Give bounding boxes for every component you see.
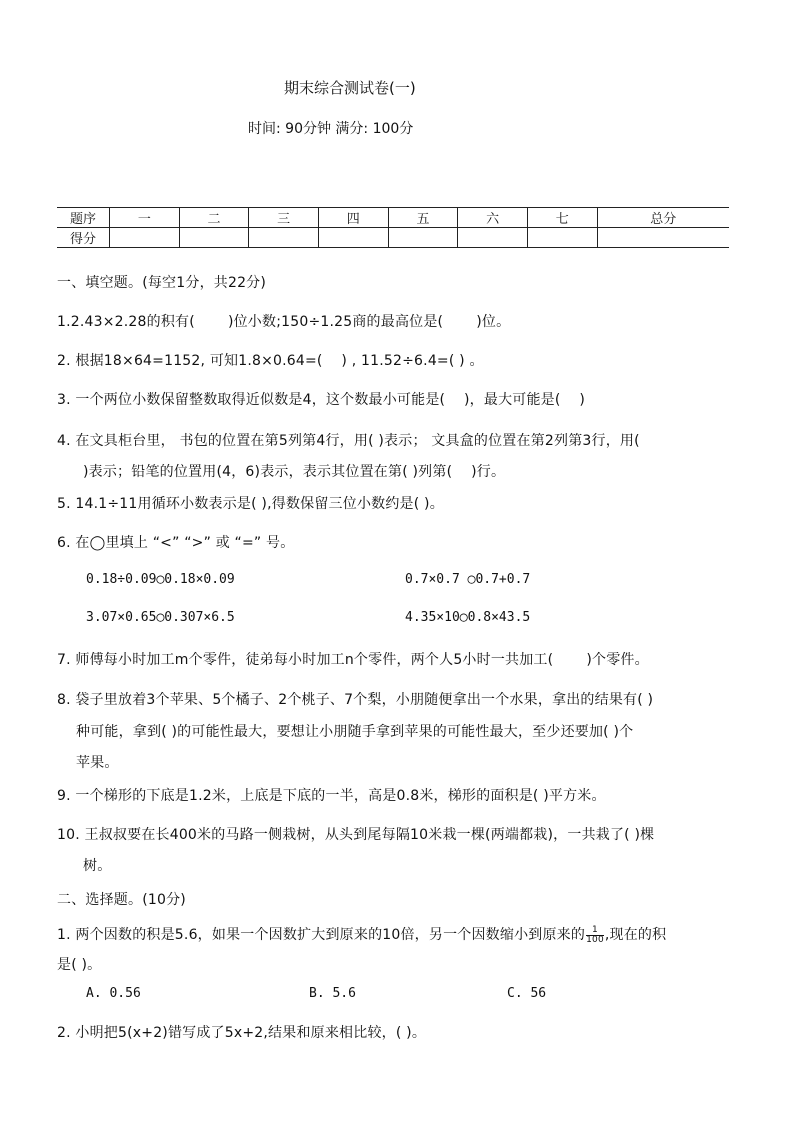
column-header: 二 bbox=[179, 208, 249, 228]
question-1: 1.2.43×2.28的积有( )位小数;150÷1.25商的最高位是( )位。 bbox=[57, 314, 511, 330]
question-3: 3. 一个两位小数保留整数取得近似数是4，这个数最小可能是( )，最大可能是( ) bbox=[57, 392, 586, 408]
table-row bbox=[57, 208, 729, 228]
mc-question-1-line1 bbox=[57, 924, 666, 945]
score-cell[interactable] bbox=[110, 228, 180, 248]
question-6: 6. 在◯里填上 “<” “>” 或 “=” 号。 bbox=[57, 535, 295, 551]
fraction bbox=[586, 926, 604, 945]
section-heading: 一、填空题。(每空1分，共22分) bbox=[57, 275, 267, 291]
option-c[interactable]: C. 56 bbox=[507, 986, 547, 1001]
compare-item: 0.7×0.7 ◯0.7+0.7 bbox=[405, 572, 531, 587]
question-5: 5. 14.1÷11用循环小数表示是( ),得数保留三位小数约是( )。 bbox=[57, 496, 444, 512]
score-cell[interactable] bbox=[318, 228, 388, 248]
score-table bbox=[57, 207, 729, 248]
question-4-line1: 4. 在文具柜台里， 书包的位置在第5列第4行，用( )表示； 文具盒的位置在第2列第3行，用( bbox=[57, 433, 640, 449]
score-cell[interactable] bbox=[388, 228, 458, 248]
score-cell[interactable] bbox=[249, 228, 319, 248]
column-header: 七 bbox=[527, 208, 597, 228]
question-8-line1: 8. 袋子里放着3个苹果、5个橘子、2个桃子、7个梨，小朋随便拿出一个水果，拿出的结果有( ) bbox=[57, 692, 654, 708]
score-cell[interactable] bbox=[597, 228, 729, 248]
column-header: 六 bbox=[458, 208, 528, 228]
score-cell[interactable] bbox=[179, 228, 249, 248]
compare-item: 0.18÷0.09◯0.18×0.09 bbox=[86, 572, 235, 587]
question-4-line2: )表示；铅笔的位置用(4，6)表示，表示其位置在第( )列第( )行。 bbox=[83, 464, 506, 480]
column-header: 三 bbox=[249, 208, 319, 228]
question-2: 2. 根据18×64=1152, 可知1.8×0.64=( ) , 11.52÷6.4=( ) 。 bbox=[57, 353, 484, 369]
question-7: 7. 师傅每小时加工m个零件，徒弟每小时加工n个零件，两个人5小时一共加工( )个零件。 bbox=[57, 652, 649, 668]
section-heading: 二、选择题。(10分) bbox=[57, 892, 186, 908]
fraction-denominator: 100 bbox=[586, 934, 604, 945]
question-text: 1. 两个因数的积是5.6，如果一个因数扩大到原来的10倍，另一个因数缩小到原来的 bbox=[57, 927, 586, 943]
column-header: 四 bbox=[318, 208, 388, 228]
column-header: 五 bbox=[388, 208, 458, 228]
question-8-line3: 苹果。 bbox=[76, 755, 119, 771]
mc-question-1-line2: 是( )。 bbox=[57, 957, 102, 973]
question-text: ,现在的积 bbox=[604, 927, 667, 943]
column-header: 一 bbox=[110, 208, 180, 228]
option-b[interactable]: B. 5.6 bbox=[309, 986, 356, 1001]
column-header: 总分 bbox=[597, 208, 729, 228]
option-a[interactable]: A. 0.56 bbox=[86, 986, 141, 1001]
question-8-line2: 种可能，拿到( )的可能性最大，要想让小朋随手拿到苹果的可能性最大，至少还要加( )个 bbox=[76, 724, 634, 740]
row-label: 题序 bbox=[57, 208, 110, 228]
question-9: 9. 一个梯形的下底是1.2米，上底是下底的一半，高是0.8米，梯形的面积是( )平方米。 bbox=[57, 788, 606, 804]
page-title: 期末综合测试卷(一) bbox=[284, 79, 416, 97]
score-cell[interactable] bbox=[458, 228, 528, 248]
question-10-line1: 10. 王叔叔要在长400米的马路一侧栽树，从头到尾每隔10米栽一棵(两端都栽)，一共栽了( )棵 bbox=[57, 827, 655, 843]
exam-info: 时间: 90分钟 满分: 100分 bbox=[248, 121, 414, 137]
question-10-line2: 树。 bbox=[83, 858, 112, 874]
score-cell[interactable] bbox=[527, 228, 597, 248]
fraction-numerator: 1 bbox=[586, 926, 604, 936]
table-row bbox=[57, 228, 729, 248]
row-label: 得分 bbox=[57, 228, 110, 248]
compare-item: 4.35×10◯0.8×43.5 bbox=[405, 610, 531, 625]
compare-item: 3.07×0.65◯0.307×6.5 bbox=[86, 610, 235, 625]
mc-question-2: 2. 小明把5(x+2)错写成了5x+2,结果和原来相比较，( )。 bbox=[57, 1025, 427, 1041]
